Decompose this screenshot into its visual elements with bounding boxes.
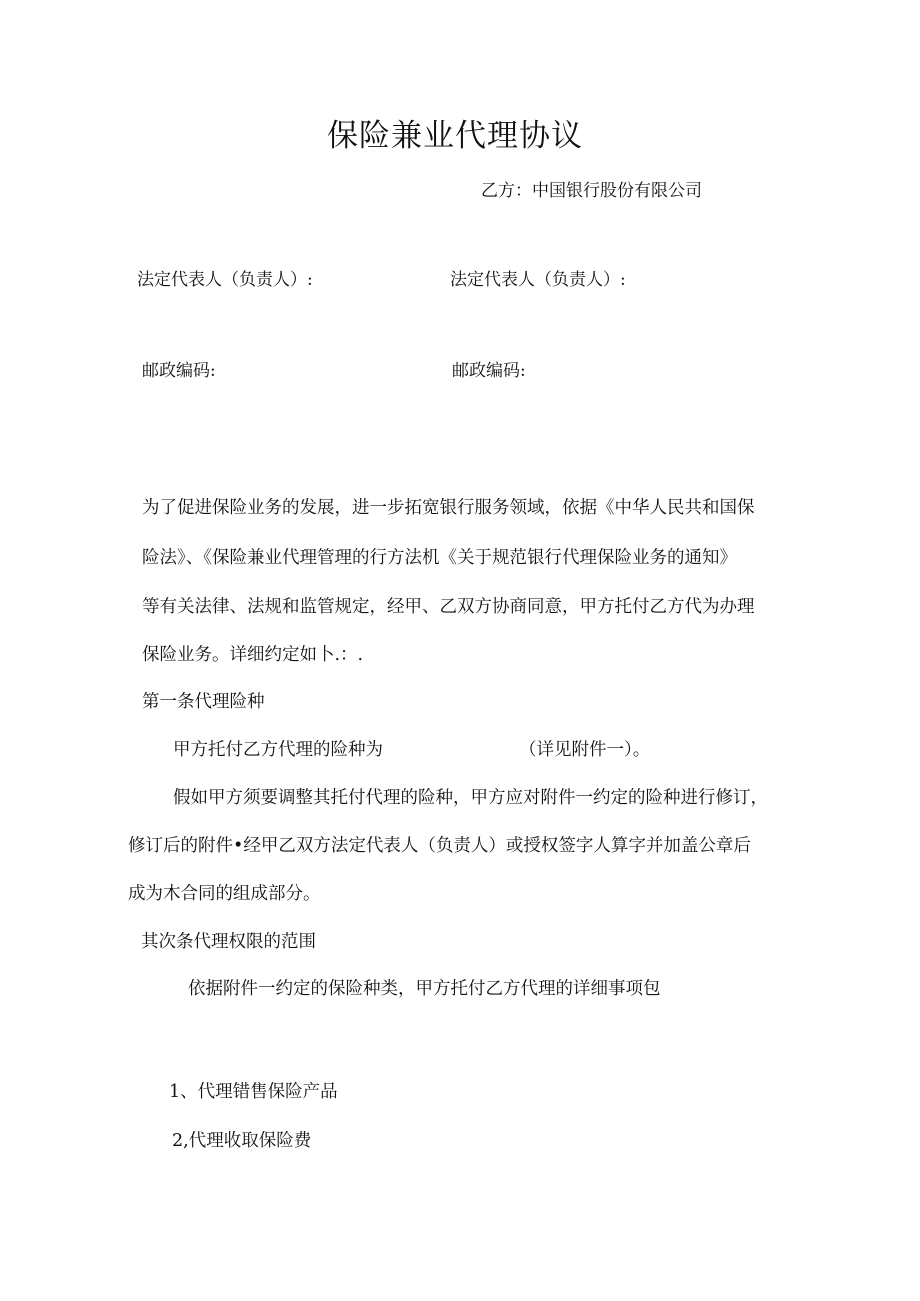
- legal-rep-right: 法定代表人（负责人）:: [450, 270, 626, 290]
- article2-heading: 其次条代理权限的范围: [141, 932, 316, 952]
- party-b-line: 乙方：中国银行股份有限公司: [481, 181, 702, 201]
- intro-line: 等有关法律、法规和监管规定，经甲、乙双方协商同意，甲方托付乙方代为办理: [142, 597, 755, 617]
- postcode-left: 邮政编码:: [142, 361, 216, 381]
- article1-line-prefix: 甲方托付乙方代理的险种为: [173, 740, 383, 760]
- intro-line: 为了促进保险业务的发展，进一步拓宽银行服务领域，依据《中华人民共和国保: [142, 498, 755, 518]
- postcode-right: 邮政编码:: [452, 361, 526, 381]
- document-title: 保险兼业代理协议: [327, 118, 583, 154]
- list-item: 1、代理错售保险产品: [169, 1082, 338, 1102]
- list-item: 2,代理收取保险费: [172, 1131, 312, 1151]
- intro-line: 险法》、《保险兼业代理管理的行方法机《关于规范银行代理保险业务的通知》: [142, 548, 737, 568]
- article1-line: [173, 739, 650, 761]
- article2-line: 依据附件一约定的保险种类，甲方托付乙方代理的详细事项包: [188, 979, 661, 999]
- article1-para-line: 成为木合同的组成部分。: [128, 884, 321, 904]
- article1-heading: 第一条代理险种: [142, 692, 265, 712]
- legal-rep-left: 法定代表人（负责人）:: [137, 270, 313, 290]
- intro-line: 保险业务。详细约定如卜.：.: [142, 645, 364, 665]
- article1-para-line: 修订后的附件•经甲乙双方法定代表人（负责人）或授权签字人算字并加盖公章后: [128, 836, 751, 856]
- article1-line-suffix: （详见附件一）。: [519, 740, 651, 760]
- article1-para-line: 假如甲方须要调整其托付代理的险种，甲方应对附件一约定的险种进行修订，: [173, 788, 768, 808]
